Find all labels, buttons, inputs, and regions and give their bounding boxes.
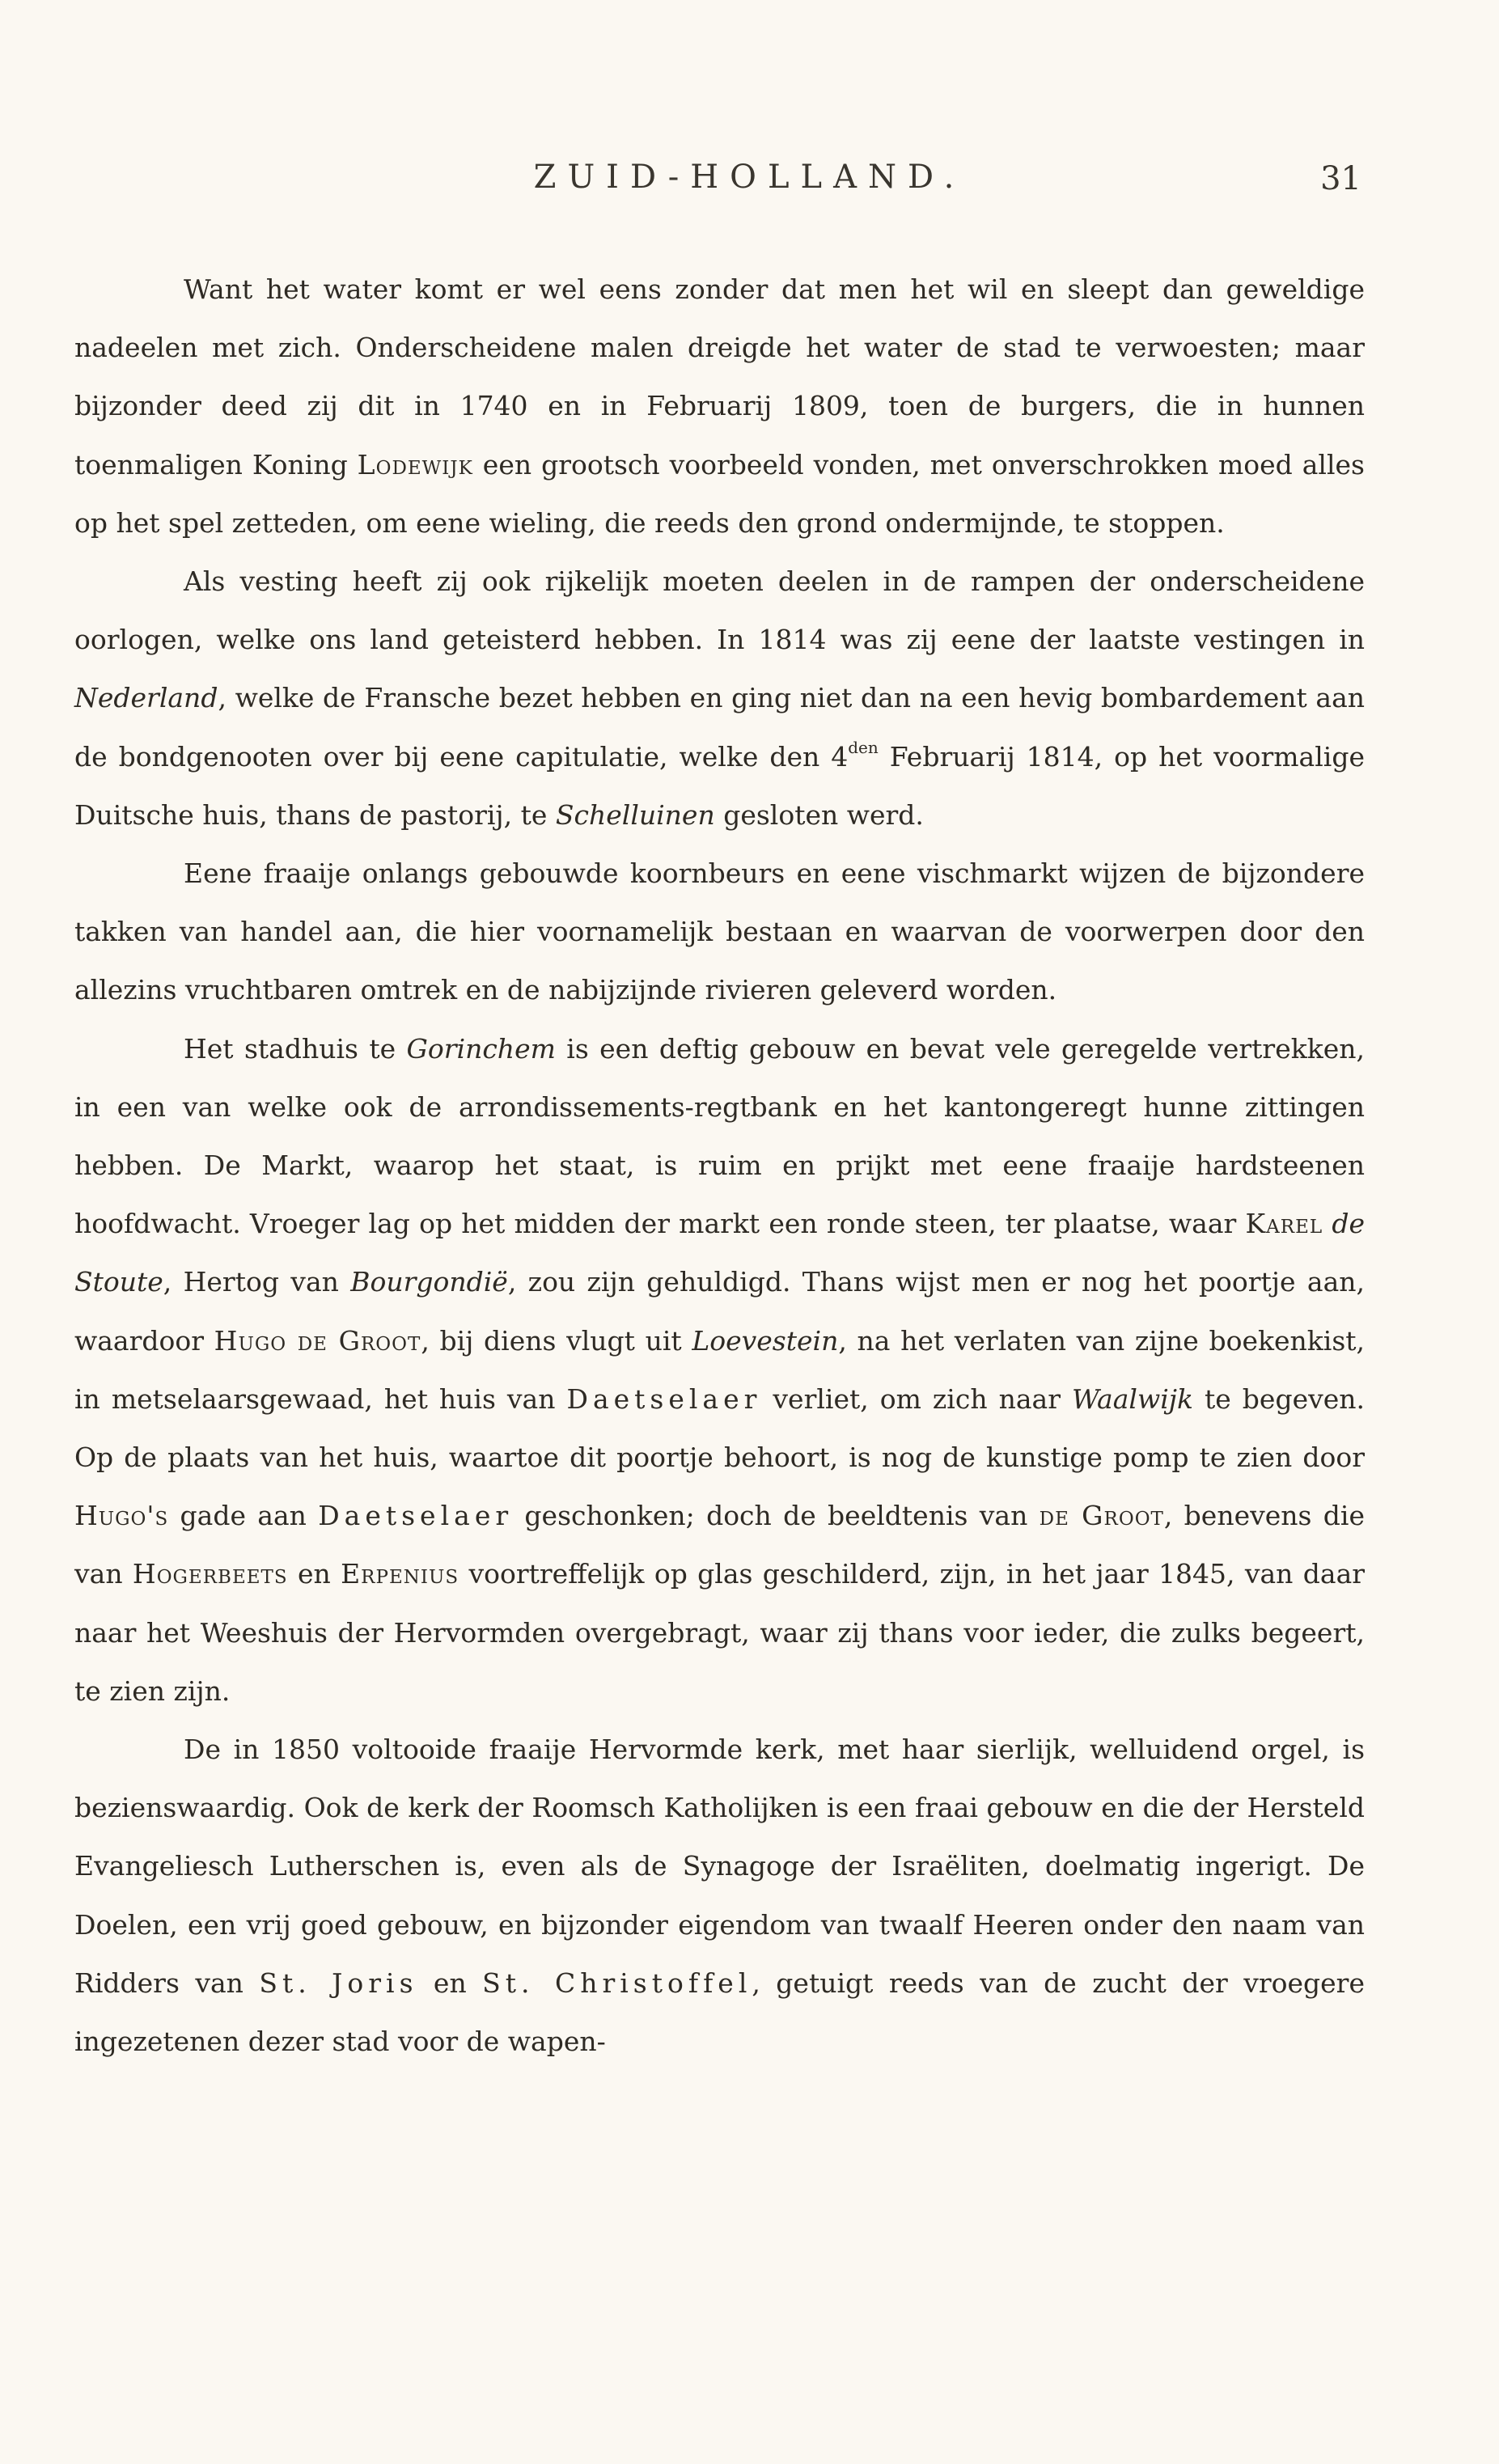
superscript: den [848, 737, 879, 757]
text-run: verliet, om zich naar [761, 1382, 1072, 1415]
paragraph-5 [74, 1721, 1365, 2071]
saint-name: St. Christoffel [482, 1967, 752, 1999]
text-run: Want het water komt er wel eens zonder dat men het wil en sleept dan geweldige nadeelen met zich. Onderscheidene malen dreigde het water de stad te verwoesten; maar bijzonder deed zij dit in 1740 en in Februarij 1809, toen de burgers, die in hunnen toenmaligen Koning [74, 273, 1365, 481]
person-name: Daetselaer [566, 1382, 762, 1415]
place-name: Gorinchem [406, 1032, 556, 1065]
text-run: voortreffelijk op glas geschilderd, zijn, in het jaar 1845, van daar naar het Weeshuis der Hervormden overgebragt, waar zij thans voor ieder, die zulks begeert, te zien zijn. [74, 1558, 1366, 1707]
place-name: Loevestein [692, 1324, 839, 1357]
text-run: Eene fraaije onlangs gebouwde koornbeurs en eene vischmarkt wijzen de bijzondere takken van handel aan, die hier voornamelijk bestaan en waarvan de voorwerpen door den allezins vruchtbaren omtrek en de nabijzijnde rivieren geleverd worden. [74, 857, 1365, 1006]
text-run: , welke de Fransche bezet hebben en ging niet dan na een hevig bombardement aan de bondgenooten over bij eene capitulatie, welke den 4 [74, 682, 1365, 773]
place-name: Schelluinen [555, 798, 715, 831]
saint-name: St. Joris [259, 1967, 418, 1999]
text-run: , zou zijn gehuldigd. Thans wijst men er nog het poortje aan, waardoor [74, 1266, 1366, 1357]
text-run: is een deftig gebouw en bevat vele geregelde vertrekken, in een van welke ook de arrondissements-regtbank en het kantongeregt hunne zittingen hebben. De Markt, waarop het staat, is ruim en prijkt met eene fraaije hardsteenen hoofdwacht. Vroeger lag op het midden der markt een ronde steen, ter plaatse, waar [74, 1032, 1365, 1240]
paragraph-4 [74, 1020, 1365, 1721]
text-run: gesloten werd. [714, 798, 924, 831]
text-run: , Hertog van [163, 1266, 351, 1298]
paragraph-3 [74, 845, 1365, 1020]
text-run: gade aan [168, 1500, 319, 1532]
text-run [1323, 1208, 1332, 1239]
text-run: een grootsch voorbeeld vonden, met onverschrokken moed alles op het spel zetteden, om eene wieling, die reeds den grond ondermijnde, te stoppen. [74, 448, 1365, 539]
person-name: Erpenius [341, 1558, 459, 1590]
text-run: geschonken; doch de beeldtenis van [513, 1500, 1040, 1532]
page-number: 31 [1320, 160, 1361, 197]
text-run: De in 1850 voltooide fraaije Hervormde kerk, met haar sierlijk, welluidend orgel, is bezienswaardig. Ook de kerk der Roomsch Katholijken is een fraai gebouw en die der Hersteld Evangeliesch Lutherschen is, even als de Synagoge der Israëliten, doelmatig ingerigt. De Doelen, een vrij goed gebouw, en bijzonder eigendom van twaalf Heeren onder den naam van Ridders van [74, 1734, 1365, 1999]
person-name: Lodewijk [357, 448, 473, 481]
text-run: Februarij 1814, op het voormalige Duitsche huis, thans de pastorij, te [74, 740, 1365, 831]
person-name: Hogerbeets [132, 1558, 288, 1590]
person-name: Hugo's [74, 1500, 169, 1532]
paragraph-2 [74, 552, 1365, 845]
person-name: de Groot [1039, 1500, 1164, 1532]
place-name: Waalwijk [1072, 1382, 1193, 1415]
text-run: , na het verlaten van zijne boekenkist, in metselaarsgewaad, het huis van [74, 1324, 1366, 1415]
place-name: Nederland [74, 682, 218, 714]
text-run: , bij diens vlugt uit [421, 1324, 692, 1357]
person-name: Karel [1245, 1208, 1323, 1240]
text-run: Het stadhuis te [184, 1032, 407, 1065]
running-header [0, 159, 1499, 207]
running-title: ZUID-HOLLAND. [533, 159, 966, 196]
paragraph-1 [74, 260, 1365, 552]
place-name: Bourgondië [350, 1266, 508, 1298]
text-run: en [417, 1967, 483, 1999]
person-name: Daetselaer [318, 1500, 514, 1532]
body-text [74, 260, 1365, 2071]
person-epithet: de Stoute [74, 1208, 1365, 1298]
text-run: te begeven. Op de plaats van het huis, waartoe dit poortje behoort, is nog de kunstige pomp te zien door [74, 1382, 1366, 1474]
text-run: , getuigt reeds van de zucht der vroegere ingezetenen dezer stad voor de wapen- [74, 1967, 1365, 2058]
text-run: Als vesting heeft zij ook rijkelijk moeten deelen in de rampen der onderscheidene oorlogen, welke ons land geteisterd hebben. In 1814 was zij eene der laatste vestingen in [74, 565, 1365, 656]
person-name: Hugo de Groot [214, 1324, 421, 1357]
text-run: , benevens die van [74, 1500, 1365, 1590]
text-run: en [287, 1558, 341, 1590]
